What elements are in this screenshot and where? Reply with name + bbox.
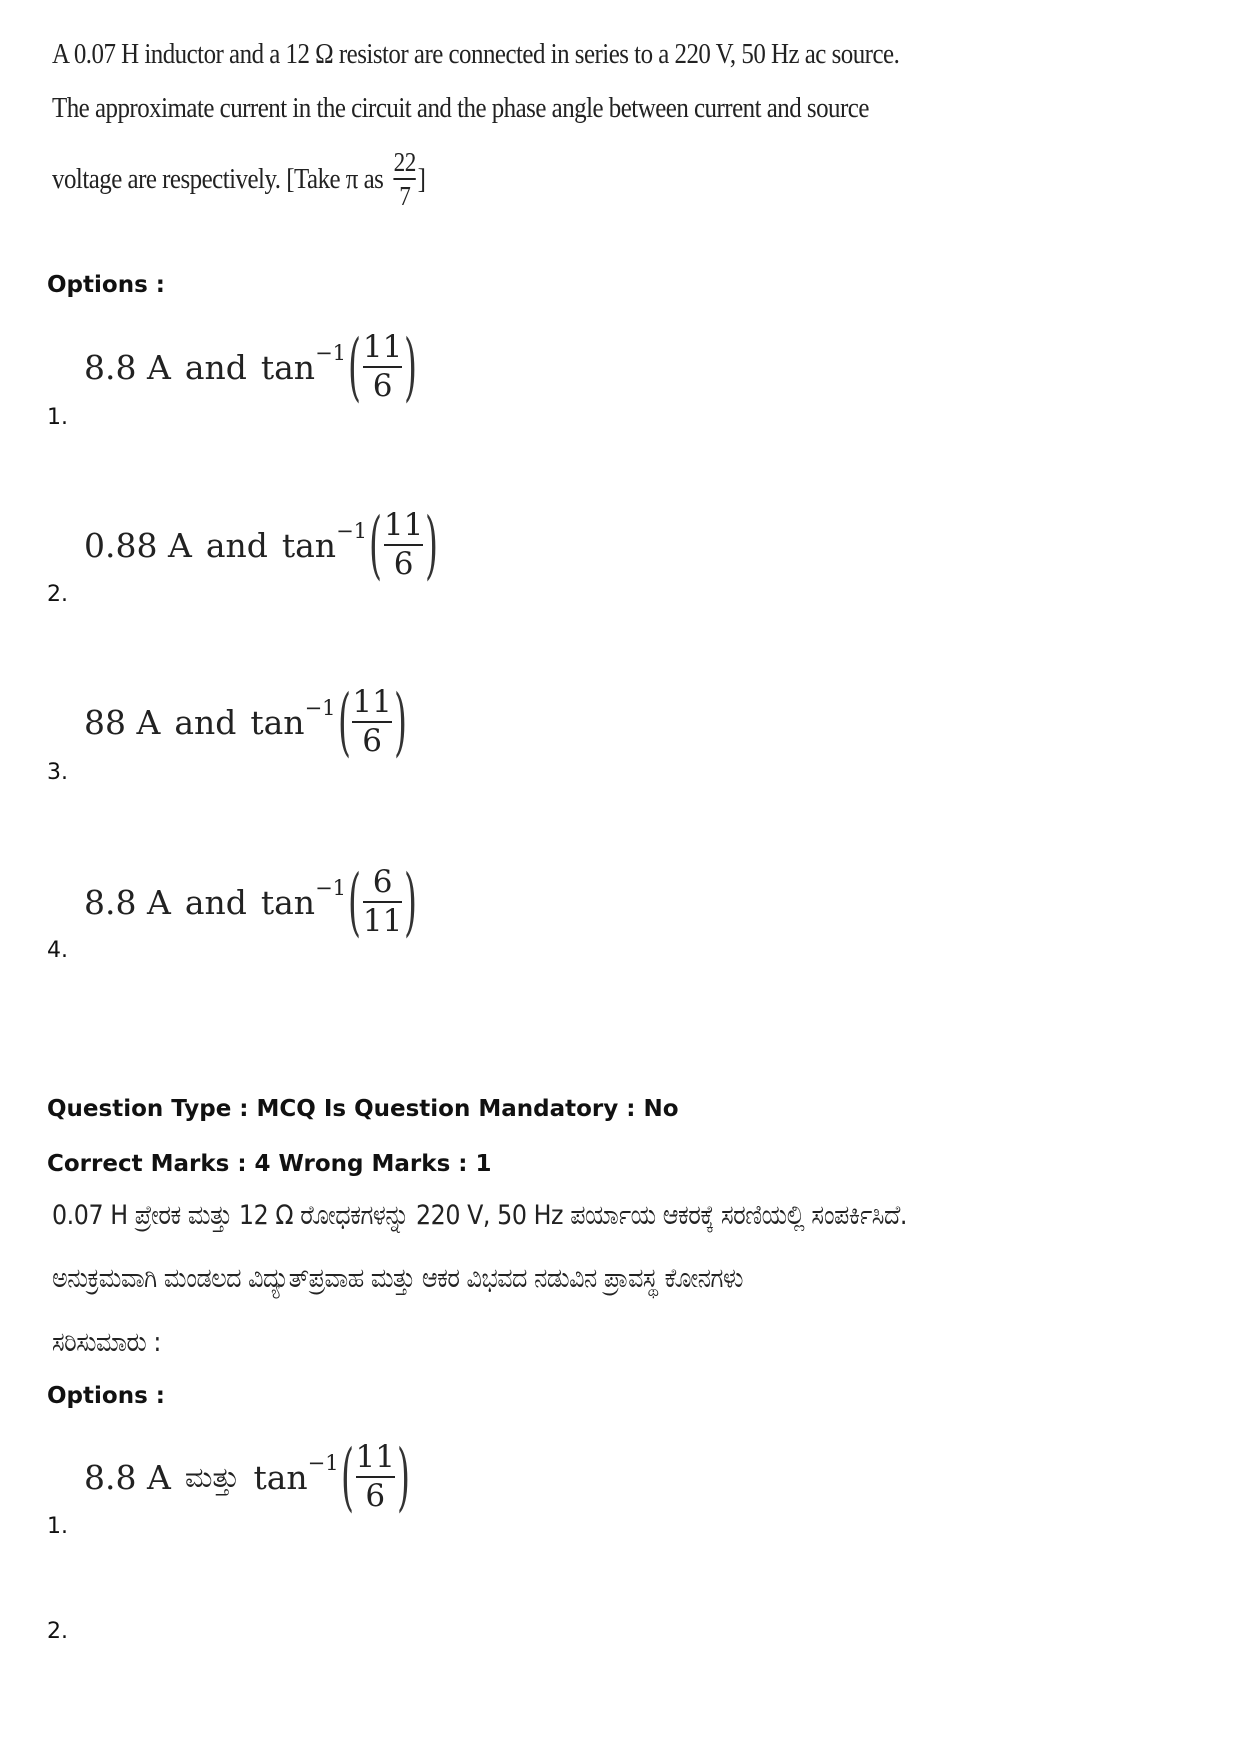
pi-fraction (394, 148, 416, 211)
option-kn-1-func: tan (253, 1457, 308, 1497)
question-line-1: A 0.07 H inductor and a 12 Ω resistor are connected in series to a 220 V, 50 Hz ac source. (52, 38, 900, 70)
option-2-func: tan (281, 525, 337, 565)
question-line-3 (52, 148, 425, 211)
option-3-number: 3. (47, 760, 68, 785)
option-1-exp: −1 (315, 341, 347, 365)
option-2-fraction (384, 509, 423, 580)
option-3-numerator: 11 (352, 684, 392, 721)
option-1-conj: and (184, 347, 247, 387)
options-label-kn: Options : (47, 1383, 165, 1409)
option-1-denominator: 6 (372, 368, 393, 404)
option-4-func: tan (260, 882, 316, 922)
option-2-number: 2. (47, 582, 68, 607)
option-3-exp: −1 (304, 696, 336, 720)
option-1-number: 1. (47, 405, 68, 430)
option-4-fraction (363, 866, 402, 937)
option-4-numerator: 6 (372, 864, 393, 901)
option-2-exp: −1 (336, 519, 368, 543)
option-4-current: 8.8 A (84, 882, 171, 922)
options-label: Options : (47, 272, 165, 298)
option-kn-1-numerator: 11 (355, 1439, 395, 1476)
option-1-formula[interactable]: 8.8 A and tan −1 ( $\frac{11}{6}$ ) (84, 324, 418, 410)
option-kn-1-number: 1. (47, 1514, 68, 1539)
question-kn-line-1: 0.07 H ಪ್ರೇರಕ ಮತ್ತು 12 Ω ರೋಧಕಗಳನ್ನು 220 V, 50 Hz ಪರ್ಯಾಯ ಆಕರಕ್ಕೆ ಸರಣಿಯಲ್ಲಿ ಸಂಪರ್ಕಿಸಿದೆ. (52, 1200, 907, 1231)
option-kn-1-fraction (356, 1441, 395, 1512)
option-3-denominator: 6 (362, 723, 383, 759)
pi-fraction-numerator: 22 (393, 147, 416, 177)
option-kn-1-conj: ಮತ್ತು (184, 1459, 240, 1494)
option-4-formula[interactable]: 8.8 A and tan −1 ( $\frac{6}{11}$ ) (84, 859, 418, 945)
option-2-denominator: 6 (393, 546, 414, 582)
option-1-fraction (363, 331, 402, 402)
option-3-conj: and (174, 702, 237, 742)
option-4-denominator: 11 (362, 903, 403, 939)
option-1-numerator: 11 (362, 329, 403, 366)
question-line-3-end: ] (417, 162, 426, 195)
question-type-line: Question Type : MCQ Is Question Mandatory : No (47, 1096, 679, 1122)
option-kn-2-number: 2. (47, 1619, 68, 1644)
pi-fraction-denominator: 7 (399, 181, 411, 212)
option-2-conj: and (205, 525, 268, 565)
option-3-func: tan (250, 702, 305, 742)
option-kn-1-exp: −1 (307, 1451, 339, 1475)
question-kn-line-2: ಅನುಕ್ರಮವಾಗಿ ಮಂಡಲದ ವಿದ್ಯುತ್‌ಪ್ರವಾಹ ಮತ್ತು ಆಕರ ವಿಭವದ ನಡುವಿನ ಪ್ರಾವಸ್ಥ ಕೋನಗಳು (52, 1263, 743, 1294)
option-kn-1-denominator: 6 (365, 1478, 386, 1514)
question-line-3-text: voltage are respectively. [Take π as (52, 162, 384, 195)
marks-line: Correct Marks : 4 Wrong Marks : 1 (47, 1151, 492, 1177)
option-2-formula[interactable]: 0.88 A and tan −1 ( $\frac{11}{6}$ ) (84, 502, 439, 588)
option-4-exp: −1 (315, 876, 347, 900)
option-2-current: 0.88 A (84, 525, 192, 565)
question-kn-line-3: ಸರಿಸುಮಾರು : (52, 1327, 161, 1358)
question-line-2: The approximate current in the circuit and the phase angle between current and source (52, 92, 869, 124)
option-1-func: tan (260, 347, 316, 387)
option-4-number: 4. (47, 938, 68, 963)
option-kn-1-formula[interactable]: 8.8 A ಮತ್ತು tan −1 ( $\frac{11}{6}$ ) (84, 1434, 410, 1520)
option-kn-1-current: 8.8 A (84, 1457, 171, 1497)
option-3-fraction (352, 686, 391, 757)
option-3-formula[interactable]: 88 A and tan −1 ( $\frac{11}{6}$ ) (84, 679, 407, 765)
option-2-numerator: 11 (383, 507, 424, 544)
option-3-current: 88 A (84, 702, 161, 742)
option-1-current: 8.8 A (84, 347, 171, 387)
option-4-conj: and (184, 882, 247, 922)
